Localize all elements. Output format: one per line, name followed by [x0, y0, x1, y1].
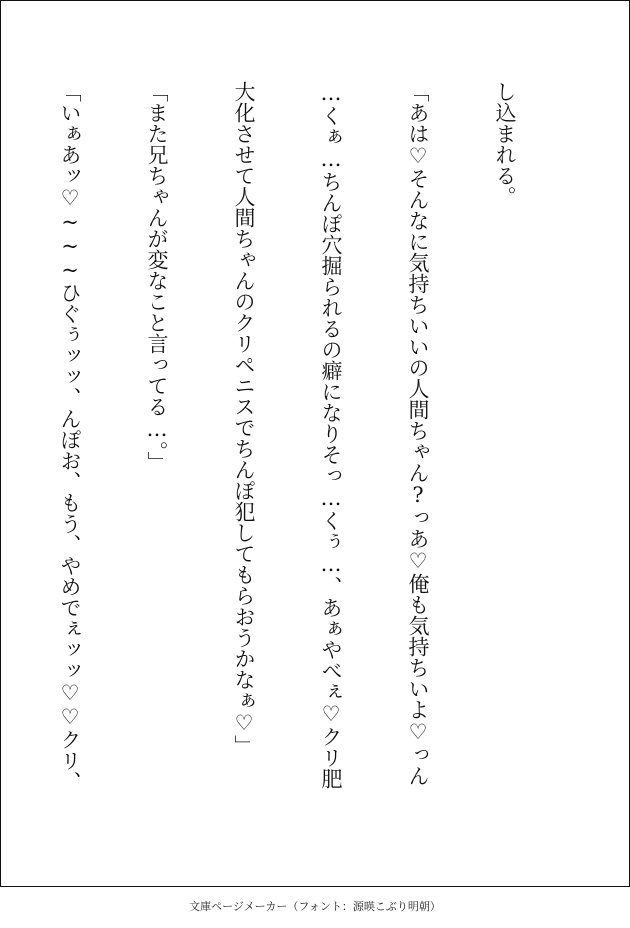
- text-line: 「また兄ちゃんが変なこと言ってる…。」: [145, 81, 169, 473]
- vertical-text-body: [57, 81, 577, 841]
- text-line: 「いぁあッ♡~~~ひぐぅッッ、んぽお、もう、やめでぇッッ♡♡クリ、: [58, 81, 82, 792]
- text-line: 大化させて人間ちゃんのクリペニスでちんぽ犯してもらおうかなぁ♡」: [232, 81, 256, 756]
- footer-credit: 文庫ページメーカー（フォント：源暎こぶり明朝）: [189, 900, 441, 913]
- text-line: 「あは♡そんなに気持ちいいの人間ちゃん?っあ♡俺も気持ちいよ♡っん: [406, 81, 430, 786]
- text-line: …くぁ…ちんぽ穴掘られるの癖になりそっ…くぅ…、あぁやべぇ♡クリ肥: [319, 81, 343, 789]
- text-line: し込まれる。: [493, 81, 517, 207]
